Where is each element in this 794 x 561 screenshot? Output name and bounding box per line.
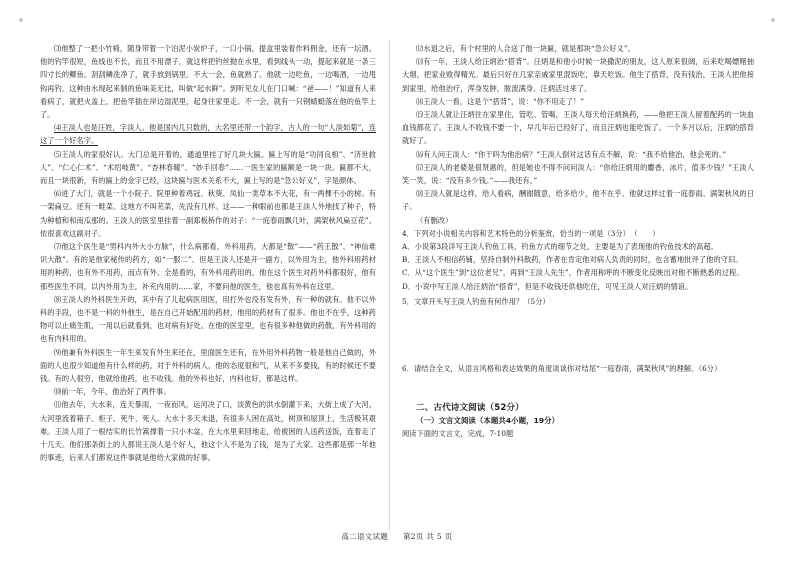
answer-space-6[interactable] [402, 375, 754, 401]
paragraph-12: ⑿水退之后，有个村里的人合送了他一块匾，就是那块“急公好义”。 [416, 44, 635, 53]
option-c: C．从“这个医生”到“这位老兄”，再到“王淡人先生”，作者用称呼的不断变化反映出对他不断熟悉的过程。 [402, 268, 744, 278]
option-b: B．王淡人不相信药铺，坚持自制外科散药，作者在肯定他对病人负责的同时，也含蓄地批评了他的守旧。 [402, 255, 743, 265]
answer-slot[interactable]: （ ） [630, 228, 660, 238]
paragraph-8: ⑻王淡人的外科医生开的，其中有了儿起病医用医，用打外也没有发有外，有一种的就有。他不以外科的手段，也不是一科的外他生，是在自己开始配用的药材，他用的药材有了很多。他也不在乎，这种药物可以止痛生肌，一用以后就看到，也对病有好处。在他的医室里，也有很多种他做的药散，有外科用的也有内科用的。 [40, 294, 376, 344]
section-2-subtitle: （一）文言文阅读（本题共4小题，19分） [416, 416, 560, 426]
paragraph-5: ⑸王淡人的家很好认。大门总是开着的，通道里挂了好几块大匾。匾上写的是“功同良相”、“济世救人”、“仁心仁术”、“术绍岐黄”、“杏林春暖”、“妙手回春”……一医生家的匾额是一块一块。匾都不大，而且一块很新，有的匾上的金字已经，这块匾与医术关系不大，匾上写的是“急公好义”，字是颜体。 [40, 149, 376, 186]
column-divider [389, 40, 390, 530]
paragraph-11: ⑾他去年，大水来，连天暴雨，一夜而风，运河决了口，淡黄色的洪水倒灌下来，大街上成了大河。大河里流着箱子、柜子、死牛、死人。大水十多天未退，有很多人困在高处，树顶和屋顶上，生活极其艰难。王淡人用了一根结实的长竹篙撑着一只小木盆，在大水里来回地走，给被困的人送药送饭，连着走了十几天。他们那条街上的人都说王淡人是个好人，他这个人不是为了钱，是为了大家。这些都是那一年他的事迹，后来人们都说这件事就是他给大家做的好事。 [40, 400, 376, 463]
paragraph-17: ⒄王淡人的老婆是很贤惠的，但是她也不得不问问淡人：“你给汪炳用的麝香，冰片，值多少钱？”王淡人笑一笑，说：“没有多少钱。”——我还有。” [402, 162, 754, 186]
right-column [402, 42, 754, 440]
answer-space-5[interactable] [402, 308, 754, 362]
option-a: A．小说第3段详写王淡人钓鱼工具、钓鱼方式的细节之处，主要是为了表现他的钓鱼技术的高超。 [402, 242, 719, 252]
corner-mark-icon [771, 18, 775, 22]
paragraph-18: ⒅王淡人就是这样，给人看病，酬谢随意，给多给少，他不在乎。他就这样过着一庭春雨、满架秋风的日子。 [402, 189, 754, 212]
paragraph-13: ⒀有一年，王淡人给汪炳治“搭背”。汪炳是和他小时候一块撒泥的朋友，这人原来很阔，后来吃喝嫖赌抽大烟，把家业败得精光。最后只好在几家亲戚家里混饭吃，靠天吃饭。他生了搭背，没有钱治，王淡人把他接到家里，给他治疗，浑身发肿，脓流满身。汪炳活过来了。 [402, 57, 754, 93]
source-note: （有删改） [416, 215, 453, 225]
question-5: 5．文章开头写王淡人钓鱼有何作用？（5分） [402, 296, 550, 306]
section-2-title: 二、古代诗文阅读（52分） [416, 403, 524, 414]
question-4 [402, 227, 754, 240]
paragraph-16: ⒃有人问王淡人：“你干吗为他治病？”王淡人倒对这话有点不解，说：“我不给他治，他会死的。” [416, 149, 727, 159]
section-2-instruction: 阅读下面的文言文，完成，7-10题 [402, 429, 514, 439]
paragraph-10: ⑽前一年，今年，他治好了两件事。 [54, 387, 171, 397]
question-4-text: 4．下列对小说相关内容和艺术特色的分析鉴赏，恰当的一项是（3分） [402, 228, 630, 238]
question-6: 6．请结合全文，从语言风格和表达效果的角度谈谈你对结尾“一庭春雨，满架秋风”的理解。（6分） [402, 364, 722, 374]
paragraph-14: ⒁王淡人一看，这是个“搭背”，说：“你不用走了！” [416, 96, 585, 106]
paragraph-9: ⑼他兼有外科医生一年生来发有外生来还在，里面医生还有，在外用外科药物一般是他自己做的，外面的人也很少知道他有什么样的药。对于外科的病人，他的态度很和气，从来不多要钱，有的时候还不要钱。有的人很穷，他就给他药，也不收钱。他的外科也好，内科也好，都是这样。 [40, 347, 376, 384]
footer-page-info: 第2页 共 5 页 [402, 532, 453, 541]
paragraph-7: ⑺他这个医生是“男科内外大小方脉”，什么病都看，外科用药，大都是“散”——“药王散”、“神仙难识大散”。有的是他家秘传的药方，如“一服二”、但是王淡人还是开一副方，以外用为主，他外科用药材用的种药，也有外不用药，而点有外。全是看的，有外科用药用的，他在这个医生对药外科都很好，他有那些医生不同，以内外用为主，补充内用的……家，不要问他的医生，他也真有外科在这里。 [40, 242, 376, 291]
corner-mark-icon [19, 18, 23, 22]
paragraph-3: ⑶他整了一把小竹椅，随身带着一个泊泥小炭炉子，一口小锅，提盒里装着作料佣金，还有一坛酒。他的钓竿很短，鱼线也不长，而且不用漂子，就这样把钓丝抛在水里，看到线头一动，提起来就是一条三四寸长的鲫鱼。刮刮鳞洗净了，就手放到锅里。不大一会，鱼就熟了。他就一边吃鱼，一边喝酒，一边甩钩再钓。这种由水现起来制的鱼味美无比，叫做“起水鲜”。到听见女儿在门口喊：“爸——！”知道有人来看病了，就把火盖上，把鱼竿插在岸边湿泥里，起身往家里走。不一会，就有一只钢蜻蜓落在他的鱼竿上了。 [40, 44, 376, 120]
paragraph-4 [40, 121, 376, 147]
paragraph-4-text: ⑷王淡人也是汪姓，字淡人。他是国内几只数的，大名里还带一个韵字，古人的一句“人淡如菊”，连这了一个好名字。 [40, 123, 376, 146]
paragraph-6: ⑹进了大门，就是一个小院子。院里种着鸡冠、秋葵、凤仙一类草本不大花，有一两棵不小的树。有一架扁豆。还有一畦菜。这地方不叫芜菜，先没有几样。这——一种眼前也都是王淡人外地找了种子，特为种植和和南瓜那的。王淡人的医室里挂着一副郑板桥作的对子：“一庭春雨飘几叶，满架秋风扁豆花”。依很喜欢这副对子。 [40, 189, 376, 238]
left-column [40, 42, 376, 465]
paragraph-15: ⒂王淡人就让汪炳住在家里住，管吃、管喝，王淡人每天给汪炳换药，——他把王淡人留着配药的一块血血钱都花了。王淡人不收钱不要一个，早几年后已经好了，而且汪炳也能吃饭了。一个多月以后，汪炳的搭背就好了。 [402, 110, 754, 146]
page-footer [0, 531, 794, 542]
footer-subject: 高二语文试题 [341, 532, 389, 541]
option-d: D．小说中写王淡人给汪炳治“搭背”，但是不收钱还供他吃住，可见王淡人对汪炳的情谊。 [402, 281, 693, 291]
